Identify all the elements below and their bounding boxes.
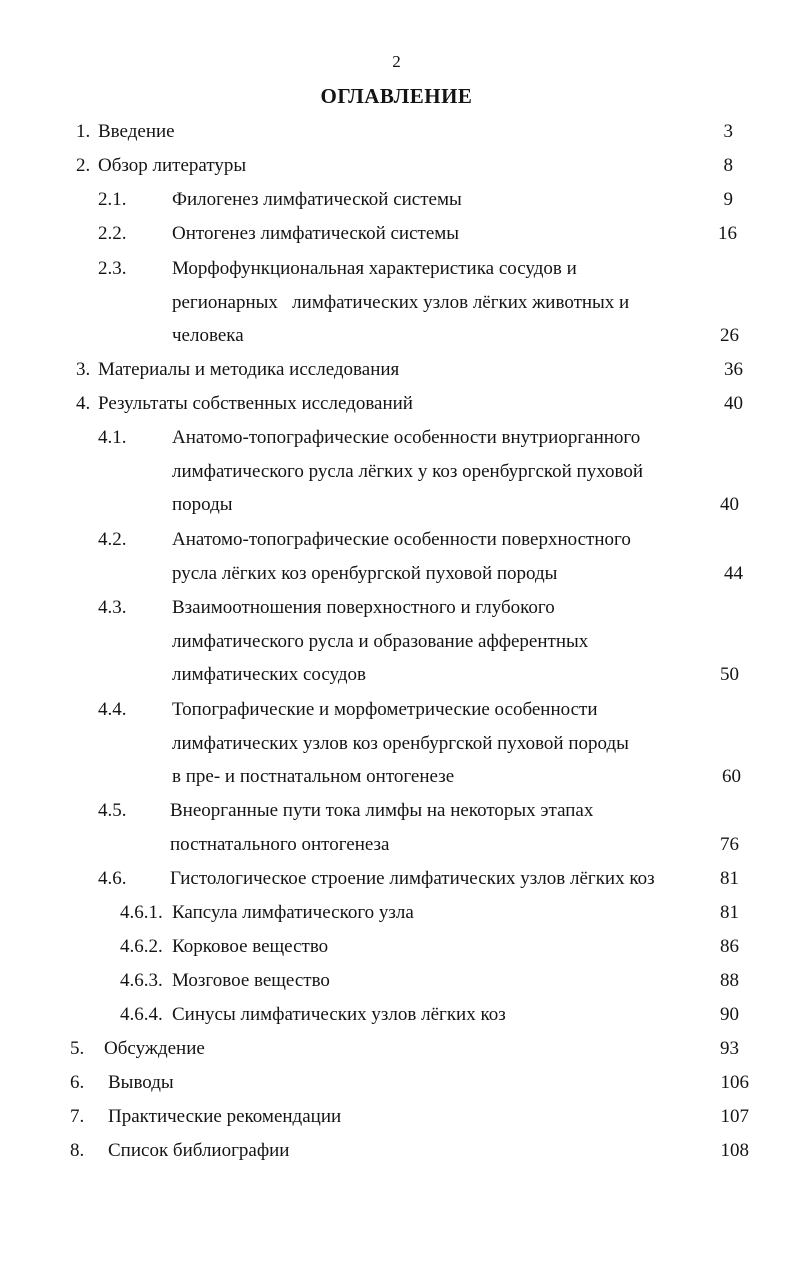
toc-entry-page: 40: [720, 494, 739, 515]
toc-entry-page: 108: [720, 1140, 749, 1161]
toc-title: ОГЛАВЛЕНИЕ: [320, 84, 473, 108]
toc-entry-page: 86: [720, 936, 739, 957]
toc-entry-number: 4.6.4.: [120, 1004, 163, 1025]
page-number: 2: [392, 52, 401, 71]
toc-entry-number: 4.: [76, 393, 91, 414]
toc-entry-page: 81: [720, 902, 739, 923]
toc-entry-number: 4.5.: [98, 800, 127, 821]
toc-entry-text[interactable]: породы: [172, 494, 233, 515]
toc-entry-number: 2.2.: [98, 223, 127, 244]
toc-entry-number: 3.: [76, 359, 91, 380]
toc-entry-page: 44: [724, 563, 743, 584]
toc-entry-text[interactable]: Введение: [98, 121, 175, 142]
toc-entry-text[interactable]: русла лёгких коз оренбургской пуховой породы: [172, 563, 558, 584]
toc-entry-text[interactable]: Материалы и методика исследования: [98, 359, 400, 380]
toc-entry-page: 26: [720, 325, 739, 346]
toc-entry-number: 4.1.: [98, 427, 127, 448]
toc-entry-number: 6.: [70, 1072, 85, 1093]
toc-entry-page: 76: [720, 834, 739, 855]
toc-entry-text[interactable]: постнатального онтогенеза: [170, 834, 390, 855]
toc-entry-text[interactable]: лимфатических узлов коз оренбургской пуховой породы: [172, 733, 629, 754]
toc-entry-text[interactable]: Внеорганные пути тока лимфы на некоторых этапах: [170, 800, 594, 821]
toc-entry-text[interactable]: лимфатического русла и образование афферентных: [172, 631, 589, 652]
toc-entry-number: 1.: [76, 121, 91, 142]
toc-entry-text[interactable]: Выводы: [108, 1072, 174, 1093]
toc-entry-page: 40: [724, 393, 743, 414]
toc-entry-number: 4.6.: [98, 868, 127, 889]
toc-entry-page: 36: [724, 359, 743, 380]
toc-entry-page: 60: [722, 766, 741, 787]
toc-entry-text[interactable]: в пре- и постнатальном онтогенезе: [172, 766, 455, 787]
toc-entry-text[interactable]: Анатомо-топографические особенности внутриорганного: [172, 427, 641, 448]
toc-entry-text[interactable]: Результаты собственных исследований: [98, 393, 413, 414]
toc-entry-page: 106: [720, 1072, 749, 1093]
toc-entry-number: 2.3.: [98, 258, 127, 279]
toc-entry-number: 7.: [70, 1106, 85, 1127]
toc-entry-text[interactable]: Синусы лимфатических узлов лёгких коз: [172, 1004, 506, 1025]
toc-entry-text[interactable]: Филогенез лимфатической системы: [172, 189, 462, 210]
toc-entry-text[interactable]: Морфофункциональная характеристика сосудов и: [172, 258, 577, 279]
toc-entry-page: 81: [720, 868, 739, 889]
toc-entry-text[interactable]: лимфатического русла лёгких у коз оренбургской пуховой: [172, 461, 644, 482]
toc-entry-page: 3: [723, 121, 733, 142]
toc-entry-page: 90: [720, 1004, 739, 1025]
toc-entry-page: 9: [723, 189, 733, 210]
toc-entry-text[interactable]: Взаимоотношения поверхностного и глубокого: [172, 597, 555, 618]
toc-entry-page: 93: [720, 1038, 739, 1059]
toc-entry-text[interactable]: Капсула лимфатического узла: [172, 902, 414, 923]
toc-entry-text[interactable]: Обзор литературы: [98, 155, 247, 176]
toc-entry-text[interactable]: Практические рекомендации: [108, 1106, 342, 1127]
toc-entry-number: 4.6.1.: [120, 902, 163, 923]
toc-entry-text[interactable]: Анатомо-топографические особенности поверхностного: [172, 529, 631, 550]
toc-entry-text[interactable]: Гистологическое строение лимфатических узлов лёгких коз: [170, 868, 655, 889]
toc-entry-text[interactable]: регионарных лимфатических узлов лёгких животных и: [172, 292, 630, 313]
toc-entry-page: 88: [720, 970, 739, 991]
toc-entry-text[interactable]: лимфатических сосудов: [172, 664, 366, 685]
toc-entry-number: 8.: [70, 1140, 85, 1161]
toc-entry-number: 4.6.3.: [120, 970, 163, 991]
toc-entry-page: 8: [723, 155, 733, 176]
toc-entry-number: 2.: [76, 155, 91, 176]
toc-entry-number: 5.: [70, 1038, 85, 1059]
toc-entry-number: 4.3.: [98, 597, 127, 618]
toc-entry-number: 4.2.: [98, 529, 127, 550]
toc-entry-text[interactable]: Корковое вещество: [172, 936, 329, 957]
toc-entry-number: 4.4.: [98, 699, 127, 720]
toc-entry-text[interactable]: Список библиографии: [108, 1140, 290, 1161]
toc-entry-text[interactable]: человека: [172, 325, 244, 346]
toc-entry-page: 107: [720, 1106, 749, 1127]
toc-entry-number: 4.6.2.: [120, 936, 163, 957]
toc-entry-number: 2.1.: [98, 189, 127, 210]
toc-entry-text[interactable]: Обсуждение: [104, 1038, 205, 1059]
toc-entry-text[interactable]: Мозговое вещество: [172, 970, 330, 991]
toc-entry-text[interactable]: Топографические и морфометрические особенности: [172, 699, 598, 720]
toc-entry-text[interactable]: Онтогенез лимфатической системы: [172, 223, 460, 244]
toc-entry-page: 50: [720, 664, 739, 685]
toc-entry-page: 16: [718, 223, 737, 244]
